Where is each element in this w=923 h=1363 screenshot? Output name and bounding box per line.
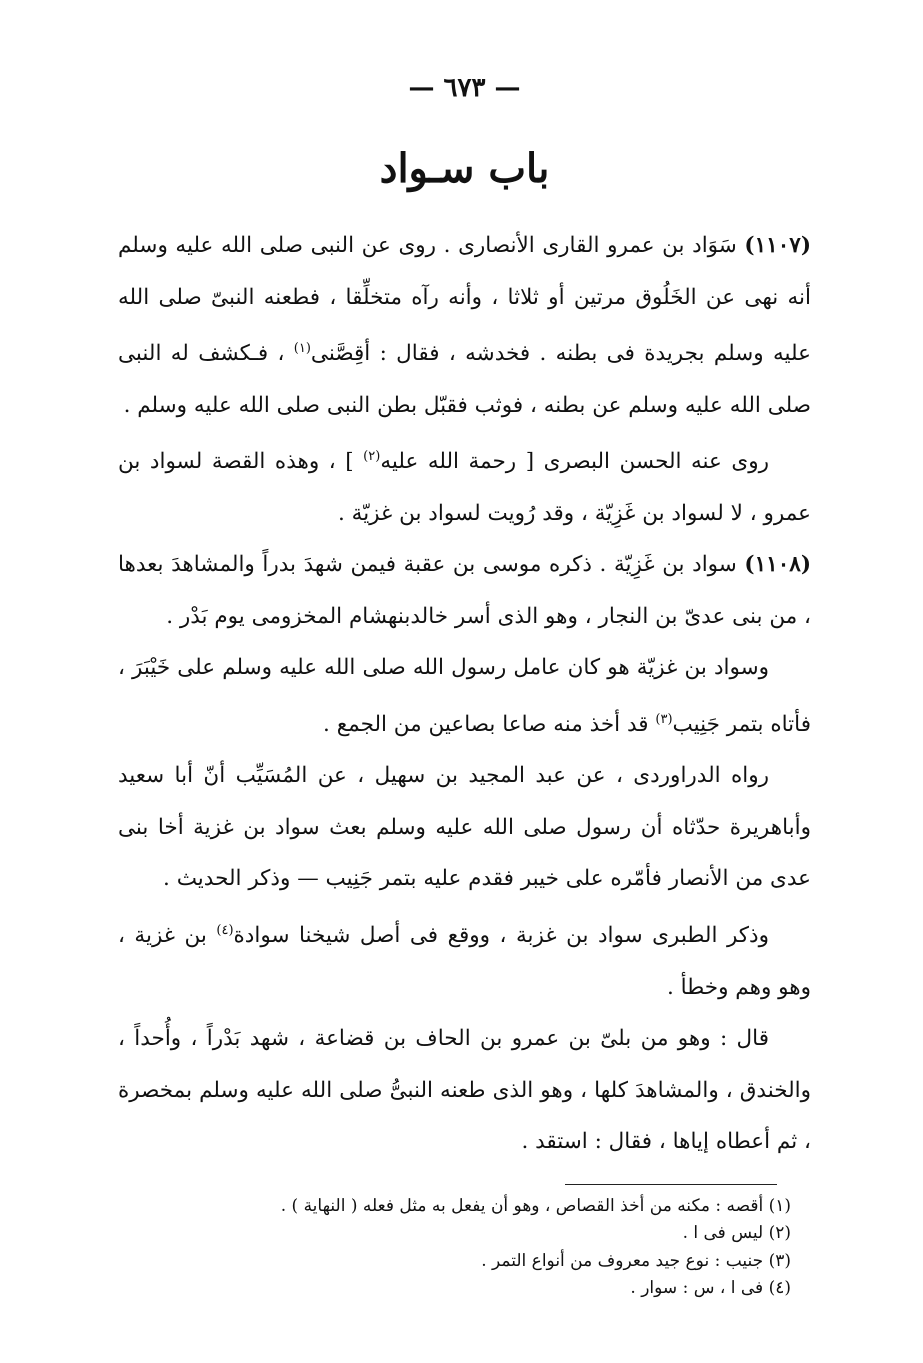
page-number: — ٦٧٣ — [408,73,521,103]
paragraph-text: قال : وهو من بلىّ بن عمرو بن الحاف بن قضاعة ، شهد بَدْراً ، وأُحداً ، والخندق ، والمشاهدَ كلها ، وهو الذى طعنه النبىُّ صلى الله عليه وسلم بمخصرة ، ثم أعطاه إياها ، فقال : استقد . [118,1026,811,1155]
paragraph-text-continued: ، فـكشف له النبى صلى الله عليه وسلم عن بطنه ، فوثب فقبّل بطن النبى صلى الله عليه وسلم . [118,341,811,418]
entry-paragraph [118,750,811,905]
footnote-ref: (٣) [655,711,673,727]
paragraph-text-continued: قد أخذ منه صاعا بصاعين من الجمع . [323,711,649,737]
paragraph-text-continued: ] ، وهذه القصة لسواد بن عمرو ، لا لسواد بن غَزِيّة ، وقد رُويت لسواد بن غزيّة . [118,449,811,526]
paragraph-text: روى عنه الحسن البصرى [ رحمة الله عليه [380,449,769,475]
paragraph-text: رواه الدراوردى ، عن عبد المجيد بن سهيل ، عن المُسَيِّب أنّ أبا سعيد وأباهريرة حدّثاه أن رسول صلى الله عليه وسلم بعث سواد بن غزية أخا بنى عدى من الأنصار فأمّره على خيبر فقدم عليه بتمر جَنِيب — وذكر الحديث . [118,763,811,892]
paragraph-text: وسواد بن غزيّة هو كان عامل رسول الله صلى الله عليه وسلم على خَيْبَرَ ، فأتاه بتمر جَنِيب [118,655,811,737]
entry-number: (١١٠٨) [744,552,811,578]
footnote-ref: (٢) [363,449,381,465]
entry-paragraph [118,539,811,642]
chapter-title: باب سـواد [379,145,550,192]
paragraph-text: سواد بن غَزِيّة . ذكره موسى بن عقبة فيمن شهدَ بدراً والمشاهدَ بعدها ، من بنى عدىّ بن النجار ، وهو الذى أسر خالدبنهشام المخزومى يوم بَدْر . [118,552,811,629]
footnote-ref: (١) [293,341,311,356]
footnote-separator-wrap [118,1184,811,1185]
paragraph-text: سَوَاد بن عمرو القارى الأنصارى . روى عن النبى صلى الله عليه وسلم أنه نهى عن الخَلُوق مرتين أو ثلاثا ، وأنه رآه متخلِّقا ، فطعنه النبىّ صلى الله عليه وسلم بجريدة فى بطنه . فخدشه ، فقال : أقِصَّنى [118,233,811,367]
entry-paragraph [118,1013,811,1168]
entry-paragraph [118,431,811,539]
footnote: (٢) ليس فى ا . [682,1223,791,1244]
footnote: (١) أقصه : مكنه من أخذ القصاص ، وهو أن يفعل به مثل فعله ( النهاية ) . [280,1195,791,1216]
entry-paragraph [118,642,811,750]
footnote-separator [565,1184,777,1185]
footnotes [118,1193,811,1303]
entry-paragraph [118,220,811,431]
body-text [118,220,811,1168]
footnote: (٣) جنيب : نوع جيد معروف من أنواع التمر . [481,1250,791,1271]
footnote: (٤) فى ا ، س : سوار . [630,1278,791,1299]
entry-number: (١١٠٧) [744,233,811,258]
footnote-ref: (٤) [216,922,234,938]
paragraph-text: وذكر الطبرى سواد بن غزبة ، ووقع فى أصل شيخنا سوادة [233,923,769,949]
entry-paragraph [118,905,811,1013]
paragraph-text-continued: بن غزية ، وهو وهم وخطأ . [118,923,811,1000]
